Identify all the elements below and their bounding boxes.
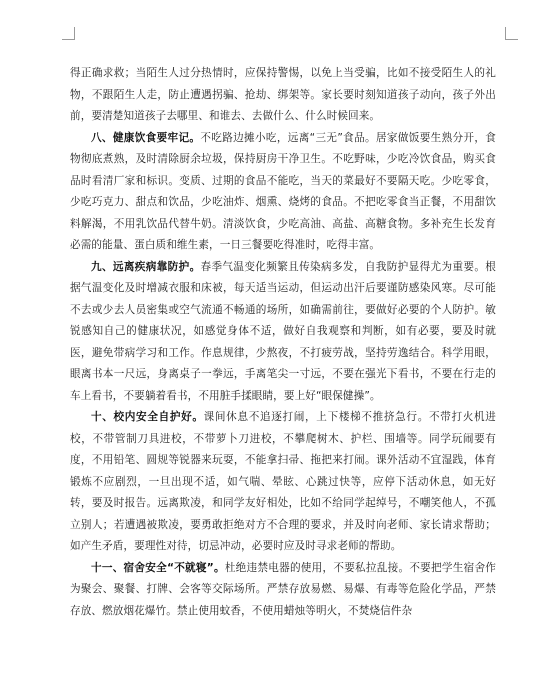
paragraph-section-8 bbox=[70, 128, 496, 257]
section-heading: 十、校内安全自护好。 bbox=[91, 411, 204, 423]
paragraph-text: 不吃路边摊小吃，远离“三无”食品。居家做饭要生熟分开，食物彻底煮熟，及时清除厨余垃圾，保持厨房干净卫生。不吃野味，少吃冷饮食品，购买食品时看清厂家和标识。变质、过期的食品不能吃，当天的菜最好不要隔天吃。少吃零食，少吃巧克力、甜点和饮品，少吃油炸、烟熏、烧烤的食品。不把吃零食当正餐，不用甜饮料解渴，不用乳饮品代替牛奶。清淡饮食，少吃高油、高盐、高糖食物。多补充生长发育必需的能量、蛋白质和维生素，一日三餐要吃得准时，吃得丰富。 bbox=[70, 131, 496, 251]
section-heading: 九、远离疾病靠防护。 bbox=[91, 260, 201, 273]
paragraph-text: 春季气温变化频繁且传染病多发，自我防护显得尤为重要。根据气温变化及时增减衣服和床被，每天适当运动，但运动出汗后要谨防感染风寒。尽可能不去或少去人员密集或空气流通不畅通的场所，如确需前往，要做好必要的个人防护。敏锐感知自己的健康状况，如感觉身体不适，做好自我观察和判断，如有必要，要及时就医，避免带病学习和工作。作息规律，少熬夜，不打疲劳战，坚持劳逸结合。科学用眼，眼离书本一尺远，身离桌子一拳远，手离笔尖一寸远，不要在强光下看书，不要在行走的车上看书，不要躺着看书，不用脏手揉眼睛，要上好“眼保健操”。 bbox=[70, 260, 496, 402]
paragraph-text: 得正确求救；当陌生人过分热情时，应保持警惕，以免上当受骗，比如不接受陌生人的礼物，不跟陌生人走，防止遭遇拐骗、抢劫、绑架等。家长要时刻知道孩子动向，孩子外出前，要清楚知道孩子去哪里、和谁去、去做什么、什么时候回来。 bbox=[70, 67, 496, 122]
section-heading: 十一、宿舍安全“不就寝”。 bbox=[91, 561, 225, 574]
paragraph-section-10 bbox=[70, 407, 496, 558]
section-heading: 八、健康饮食要牢记。 bbox=[91, 131, 201, 144]
crop-mark-top-left bbox=[62, 27, 75, 40]
document-body bbox=[70, 63, 496, 622]
crop-mark-top-right bbox=[505, 27, 518, 40]
paragraph-section-9 bbox=[70, 257, 496, 408]
paragraph-continued bbox=[70, 63, 496, 128]
paragraph-text: 杜绝违禁电器的使用，不要私拉乱接。不要把学生宿舍作为聚会、聚餐、打牌、会客等交际场所。严禁存放易燃、易爆、有毒等危险化学品，严禁存放、燃放烟花爆竹。禁止使用蚊香，不使用蜡烛等明火，不焚烧信件杂 bbox=[70, 561, 496, 617]
paragraph-section-11 bbox=[70, 558, 496, 623]
paragraph-text: 课间休息不追逐打闹，上下楼梯不推挤急行。不带打火机进校，不带管制刀具进校，不带萝卜刀进校，不攀爬树木、护栏、围墙等。同学玩闹要有度，不用铅笔、圆规等锐器来玩耍，不能拿扫帚、拖把来打闹。课外活动不宜湿践，体育锻炼不应剧烈，一旦出现不适，如气喘、晕眩、心跳过快等，应停下活动休息，如无好转，要及时报告。远离欺凌，和同学友好相处，比如不给同学起绰号，不嘲笑他人，不孤立别人；若遭遇被欺凌，要勇敢拒绝对方不合理的要求，并及时向老师、家长请求帮助；如产生矛盾，要理性对待，切忌冲动，必要时应及时寻求老师的帮助。 bbox=[70, 411, 496, 552]
